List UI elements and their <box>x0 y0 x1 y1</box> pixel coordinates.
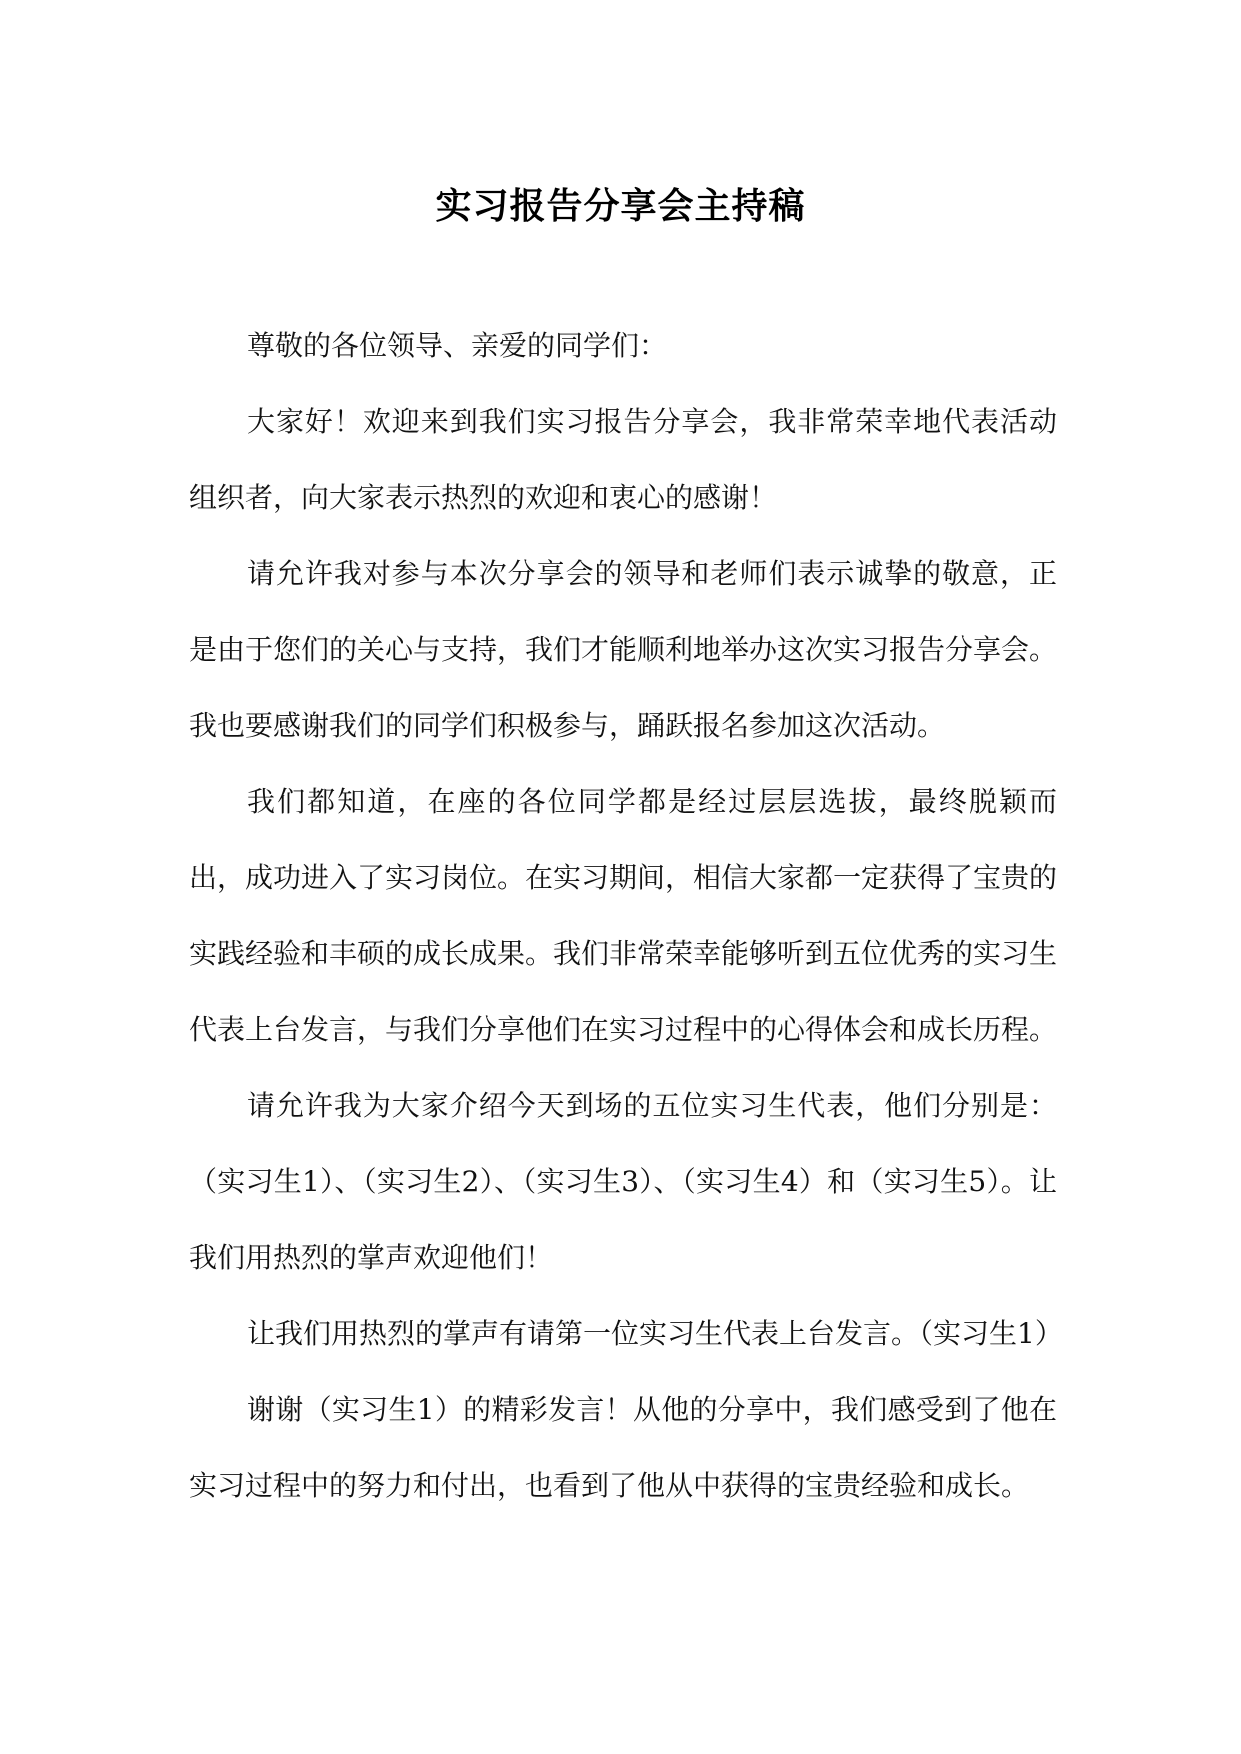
document-body <box>189 308 1063 1524</box>
paragraph-greeting: 尊敬的各位领导、亲爱的同学们： <box>247 329 668 362</box>
paragraph-internship: 我们都知道，在座的各位同学都是经过层层选拔，最终脱颖而出，成功进入了实习岗位。在实习期间，相信大家都一定获得了宝贵的实践经验和丰硕的成长成果。我们非常荣幸能够听到五位优秀的实习生代表上台发言，与我们分享他们在实习过程中的心得体会和成长历程。 <box>189 785 1058 1046</box>
paragraph-thanks: 请允许我对参与本次分享会的领导和老师们表示诚挚的敬意，正是由于您们的关心与支持，我们才能顺利地举办这次实习报告分享会。我也要感谢我们的同学们积极参与，踊跃报名参加这次活动。 <box>189 557 1058 742</box>
document-title: 实习报告分享会主持稿 <box>435 185 806 227</box>
paragraph-thanks-first: 谢谢（实习生1）的精彩发言！从他的分享中，我们感受到了他在实习过程中的努力和付出，也看到了他从中获得的宝贵经验和成长。 <box>189 1393 1057 1502</box>
paragraph-welcome: 大家好！欢迎来到我们实习报告分享会，我非常荣幸地代表活动组织者，向大家表示热烈的欢迎和衷心的感谢！ <box>189 405 1057 514</box>
paragraph-invite-first: 让我们用热烈的掌声有请第一位实习生代表上台发言。（实习生1） <box>247 1317 1063 1350</box>
paragraph-introduction: 请允许我为大家介绍今天到场的五位实习生代表，他们分别是：（实习生1）、（实习生2）、（实习生3）、（实习生4）和（实习生5）。让我们用热烈的掌声欢迎他们！ <box>189 1089 1057 1274</box>
